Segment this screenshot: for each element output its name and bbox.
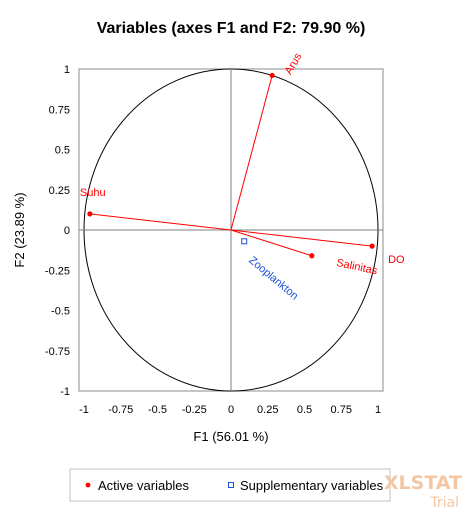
x-tick-label: 1 xyxy=(374,404,382,416)
legend-label-active: Active variables xyxy=(98,478,190,493)
legend-marker-supplementary xyxy=(229,483,234,488)
point-suhu xyxy=(87,211,92,216)
chart-title: Variables (axes F1 and F2: 79.90 %) xyxy=(96,20,366,37)
vector-arus xyxy=(231,75,272,230)
plot-marks xyxy=(45,51,405,416)
y-tick-label: -1 xyxy=(60,386,70,398)
x-tick-label: -0.75 xyxy=(108,404,134,416)
watermark-trial: Trial xyxy=(430,495,459,511)
label-arus: Arus xyxy=(282,51,305,77)
x-tick-label: 0.75 xyxy=(330,404,352,416)
x-tick-label: 0 xyxy=(227,404,235,416)
y-tick-label: 0 xyxy=(63,225,70,237)
label-salinitas: Salinitas xyxy=(335,256,379,278)
y-tick-label: -0.75 xyxy=(44,345,70,358)
legend-marker-active xyxy=(86,483,91,488)
point-arus xyxy=(270,73,275,78)
label-zooplankton: Zooplankton xyxy=(246,254,301,303)
legend-label-supplementary: Supplementary variables xyxy=(240,478,384,493)
y-tick-label: 0.25 xyxy=(48,184,70,197)
point-zooplankton xyxy=(242,239,247,244)
x-tick-label: 0.25 xyxy=(257,404,279,416)
y-axis-label: F2 (23.89 %) xyxy=(12,192,27,268)
x-tick-label: -0.25 xyxy=(181,404,207,416)
y-tick-label: 0.5 xyxy=(54,144,70,157)
vector-do xyxy=(231,230,372,246)
y-tick-label: 1 xyxy=(63,64,70,76)
x-axis-label: F1 (56.01 %) xyxy=(193,429,269,444)
point-salinitas xyxy=(309,253,314,258)
x-tick-label: -1 xyxy=(79,404,89,416)
vector-suhu xyxy=(90,214,231,230)
watermark-xlstat: XLSTAT xyxy=(383,472,462,494)
x-tick-label: 0.5 xyxy=(296,404,313,416)
label-do: DO xyxy=(388,254,405,267)
point-do xyxy=(370,244,375,249)
y-tick-label: -0.5 xyxy=(51,305,70,318)
x-tick-label: -0.5 xyxy=(148,404,167,416)
y-tick-label: -0.25 xyxy=(44,265,70,278)
y-tick-label: 0.75 xyxy=(48,104,70,117)
label-suhu: Suhu xyxy=(79,186,106,199)
